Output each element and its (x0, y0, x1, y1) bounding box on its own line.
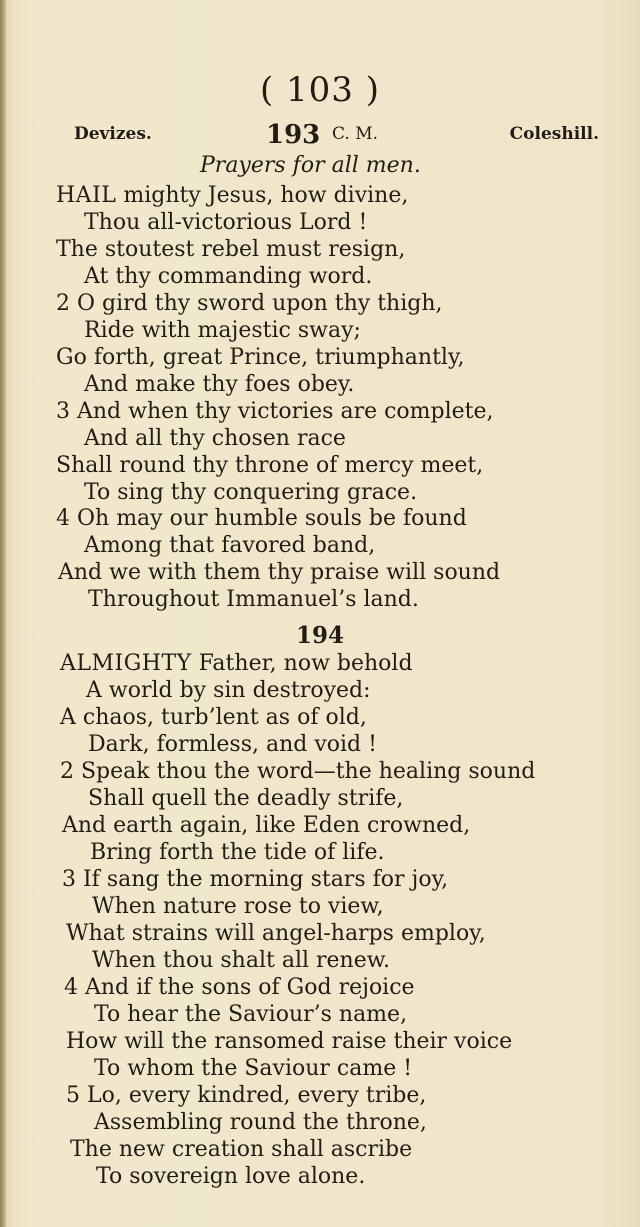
hymn-line: When thou shalt all renew. (92, 948, 390, 973)
hymn-line: How will the ransomed raise their voice (66, 1029, 513, 1054)
hymn-line: What strains will angel-harps employ, (66, 921, 486, 946)
hymn-line: Thou all-victorious Lord ! (84, 210, 368, 235)
hymn-line: ALMIGHTY Father, now behold (60, 651, 413, 676)
hymn-line: Throughout Immanuel’s land. (88, 587, 419, 612)
hymn-line: HAIL mighty Jesus, how divine, (56, 183, 409, 208)
hymn-line: Shall round thy throne of mercy meet, (56, 453, 484, 478)
hymn-line: Shall quell the deadly strife, (88, 786, 404, 811)
hymn-number-194: 194 (295, 622, 344, 649)
hymn-line: 5 Lo, every kindred, every tribe, (66, 1083, 427, 1108)
hymn-line: To sovereign love alone. (96, 1164, 366, 1189)
hymn-line: Assembling round the throne, (94, 1110, 427, 1135)
hymn-line: 2 Speak thou the word—the healing sound (60, 759, 536, 784)
hymn-line: 2 O gird thy sword upon thy thigh, (56, 291, 443, 316)
hymn-line: A chaos, turb’lent as of old, (60, 705, 367, 730)
hymn-line: A world by sin destroyed: (86, 678, 371, 703)
hymn-line: Ride with majestic sway; (84, 318, 361, 343)
hymn-line: And earth again, like Eden crowned, (62, 813, 471, 838)
hymn-line: And all thy chosen race (84, 426, 346, 451)
hymn-first-word: HAIL (56, 183, 117, 208)
hymn-subtitle: Prayers for all men. (200, 153, 421, 178)
hymn-line: 3 If sang the morning stars for joy, (62, 867, 449, 892)
page-spine-edge (0, 0, 6, 1227)
hymn-meter: C. M. (332, 124, 379, 144)
page-number: ( 103 ) (259, 70, 381, 110)
hymn-line: The stoutest rebel must resign, (56, 237, 406, 262)
hymn-line: The new creation shall ascribe (70, 1137, 413, 1162)
hymn-line: When nature rose to view, (92, 894, 384, 919)
hymn-line: Among that favored band, (84, 533, 376, 558)
hymn-line: And we with them thy praise will sound (58, 560, 501, 585)
hymn-line: To sing thy conquering grace. (84, 480, 418, 505)
hymn-header-193 (74, 120, 599, 150)
hymn-line: And make thy foes obey. (84, 372, 355, 397)
hymn-line: 4 Oh may our humble souls be found (56, 506, 467, 531)
hymn-first-word: ALMIGHTY (60, 651, 192, 676)
hymn-number-193: 193 (266, 120, 321, 150)
hymn-line: Bring forth the tide of life. (90, 840, 385, 865)
tune-name-left: Devizes. (74, 124, 152, 144)
hymn-line: Dark, formless, and void ! (88, 732, 377, 757)
hymn-line: 4 And if the sons of God rejoice (64, 975, 415, 1000)
hymn-line: Go forth, great Prince, triumphantly, (56, 345, 465, 370)
hymn-line: 3 And when thy victories are complete, (56, 399, 494, 424)
hymn-line: At thy commanding word. (84, 264, 373, 289)
tune-name-right: Coleshill. (509, 124, 599, 144)
hymn-line: To hear the Saviour’s name, (94, 1002, 408, 1027)
hymn-line: To whom the Saviour came ! (94, 1056, 413, 1081)
